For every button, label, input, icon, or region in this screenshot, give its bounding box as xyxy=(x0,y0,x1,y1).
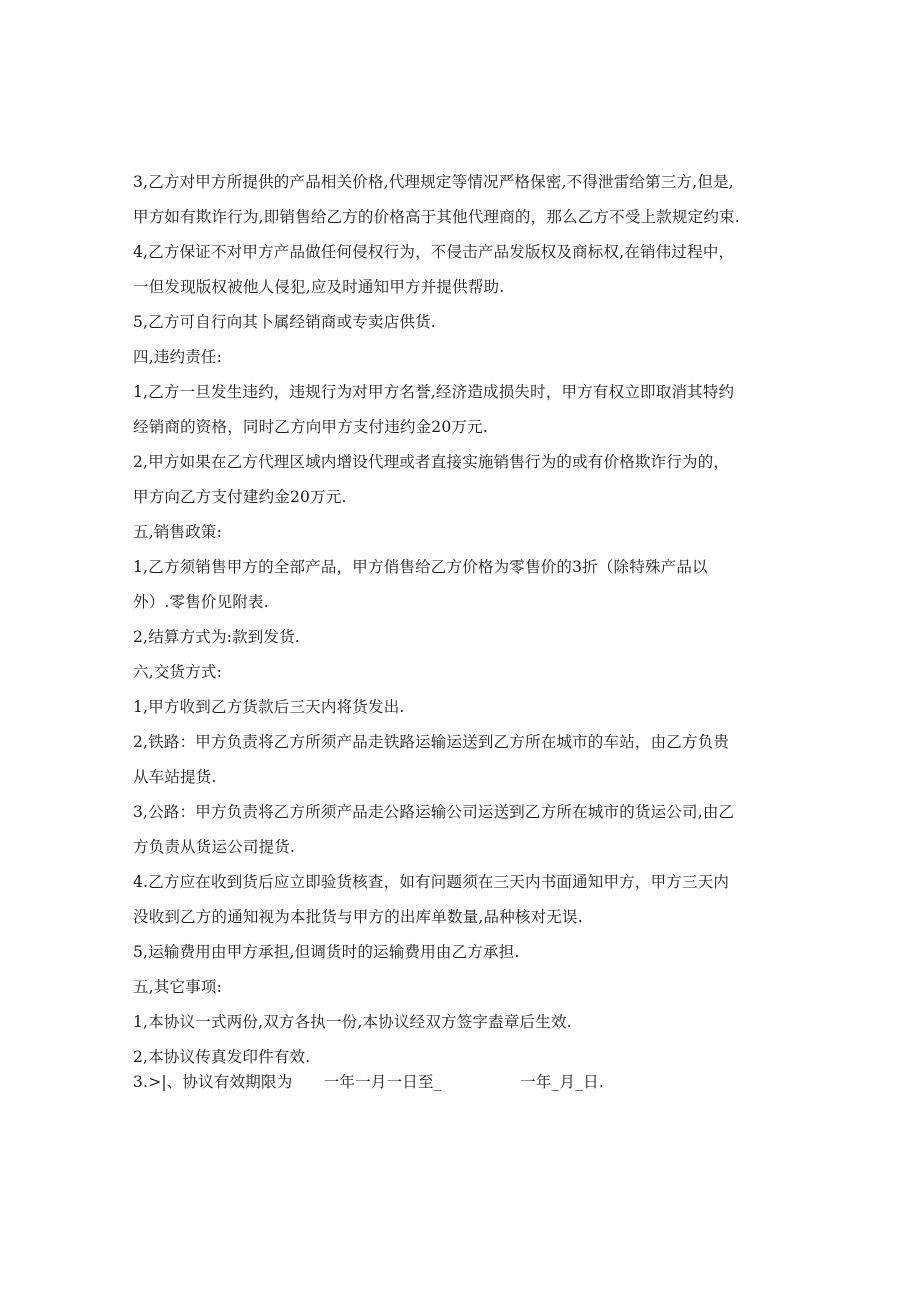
delivery-clause-5: 5,运输费用由甲方承担,但调货时的运输费用由乙方承担. xyxy=(133,943,520,961)
clause-4-infringement-line-1: 4,乙方保证不对甲方产品做任何侵权行为，不侵击产品发版权及商标权,在销伟过程中， xyxy=(133,243,735,261)
other-clause-1: 1,本协议一式两份,双方各执一份,本协议经双方签字盍章后生效. xyxy=(133,1013,572,1031)
section-heading-delivery: 六,交货方式: xyxy=(133,663,223,681)
sales-clause-2: 2,结算方式为:款到发货. xyxy=(133,628,301,646)
clause-3-confidentiality-line-1: 3,乙方对甲方所提供的产品相关价格,代理规定等情况严格保密,不得泄雷给第三方,但是, xyxy=(133,173,734,191)
section-heading-breach: 四,违约责任: xyxy=(133,348,223,366)
delivery-clause-3-line-1: 3,公路：甲方负责将乙方所须产品走公路运输公司运送到乙方所在城市的货运公司,由乙 xyxy=(133,803,735,821)
section-heading-other-matters: 五,其它事项: xyxy=(133,978,223,996)
breach-clause-2-line-1: 2,甲方如果在乙方代理区域内增设代理或者直接实施销售行为的或有价格欺诈行为的， xyxy=(133,453,730,471)
breach-clause-1-line-2: 经销商的资格，同时乙方向甲方支付违约金20万元. xyxy=(133,418,488,436)
sales-clause-1-line-2: 外）.零售价见附表. xyxy=(133,593,269,611)
breach-clause-1-line-1: 1,乙方一旦发生违约，违规行为对甲方名誉,经济造成损失时，甲方有权立即取消其特约 xyxy=(133,383,735,401)
delivery-clause-3-line-2: 方负责从货运公司提货. xyxy=(133,838,296,856)
delivery-clause-4-line-2: 没收到乙方的通知视为本批货与甲方的出库单数量,品种核对无误. xyxy=(133,908,583,926)
section-heading-sales-policy: 五,销售政策: xyxy=(133,523,223,541)
breach-clause-2-line-2: 甲方向乙方支付建约金20万元. xyxy=(133,488,347,506)
delivery-clause-2-line-1: 2,铁路：甲方负责将乙方所须产品走铁路运输运送到乙方所在城市的车站，由乙方负贵 xyxy=(133,733,730,751)
sales-clause-1-line-1: 1,乙方须销售甲方的全部产品，甲方俏售给乙方价格为零售价的3折（除特殊产品以 xyxy=(133,558,708,576)
delivery-clause-2-line-2: 从车站提货. xyxy=(133,768,217,786)
other-clause-3-validity: 3.>|、协议有效期限为 一年一月一日至_ 一年_月_日. xyxy=(133,1073,604,1091)
delivery-clause-1: 1,甲方收到乙方货款后三天内将货发出. xyxy=(133,698,405,716)
clause-5-supply: 5,乙方可自行向其卜属经销商或专卖店供货. xyxy=(133,313,436,331)
delivery-clause-4-line-1: 4.乙方应在收到货后应立即验货核查，如有问题须在三天内书面通知甲方，甲方三天内 xyxy=(133,873,730,891)
clause-4-infringement-line-2: 一但发现版权被他人侵犯,应及时通知甲方并提供帮助. xyxy=(133,278,505,296)
clause-3-confidentiality-line-2: 甲方如有欺诈行为,即销售给乙方的价格高于其他代理商的，那么乙方不受上款规定约束. xyxy=(133,208,740,226)
other-clause-2: 2,本协议传真发印件有效. xyxy=(133,1048,311,1066)
